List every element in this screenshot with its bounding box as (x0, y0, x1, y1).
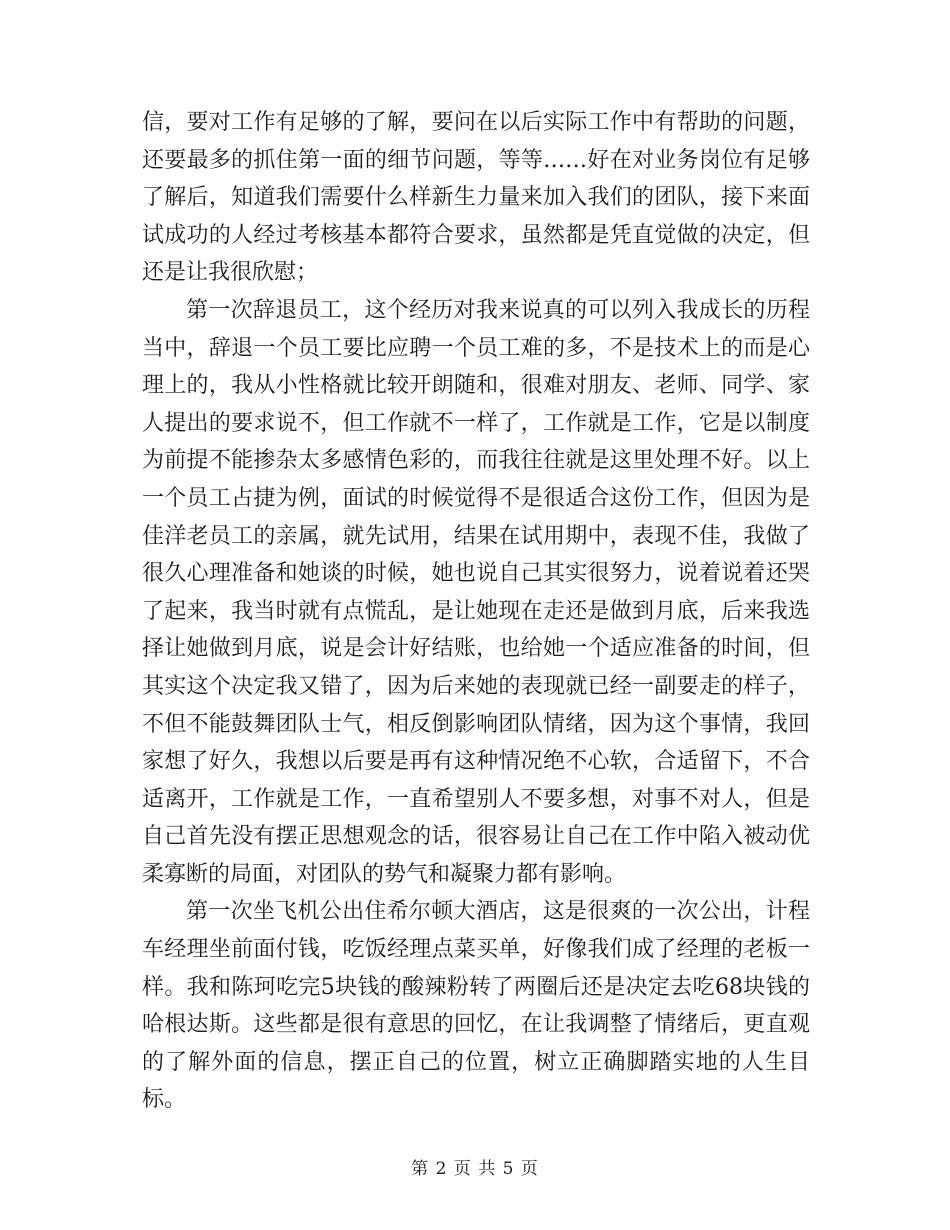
paragraph-3: 第一次坐飞机公出住希尔顿大酒店，这是很爽的一次公出，计程车经理坐前面付钱，吃饭经理点菜买单，好像我们成了经理的老板一样。我和陈珂吃完5块钱的酸辣粉转了两圈后还是决定去吃68块钱的哈根达斯。这些都是很有意思的回忆，在让我调整了情绪后，更直观的了解外面的信息，摆正自己的位置，树立正确脚踏实地的人生目标。 (142, 899, 810, 1113)
document-body (142, 104, 810, 1119)
page-footer (0, 1154, 950, 1179)
paragraph-2: 第一次辞退员工，这个经历对我来说真的可以列入我成长的历程当中，辞退一个员工要比应聘一个员工难的多，不是技术上的而是心理上的，我从小性格就比较开朗随和，很难对朋友、老师、同学、家人提出的要求说不，但工作就不一样了，工作就是工作，它是以制度为前提不能掺杂太多感情色彩的，而我往往就是这里处理不好。以上一个员工占捷为例，面试的时候觉得不是很适合这份工作，但因为是佳洋老员工的亲属，就先试用，结果在试用期中，表现不佳，我做了很久心理准备和她谈的时候，她也说自己其实很努力，说着说着还哭了起来，我当时就有点慌乱，是让她现在走还是做到月底，后来我选择让她做到月底，说是会计好结账，也给她一个适应准备的时间，但其实这个决定我又错了，因为后来她的表现就已经一副要走的样子，不但不能鼓舞团队士气，相反倒影响团队情绪，因为这个事情，我回家想了好久，我想以后要是再有这种情况绝不心软，合适留下，不合适离开，工作就是工作，一直希望别人不要多想，对事不对人，但是自己首先没有摆正思想观念的话，很容易让自己在工作中陷入被动优柔寡断的局面，对团队的势气和凝聚力都有影响。 (142, 297, 810, 887)
paragraph-1: 信，要对工作有足够的了解，要问在以后实际工作中有帮助的问题，还要最多的抓住第一面的细节问题，等等……好在对业务岗位有足够了解后，知道我们需要什么样新生力量来加入我们的团队，接下来面试成功的人经过考核基本都符合要求，虽然都是凭直觉做的决定，但还是让我很欣慰； (142, 110, 810, 286)
page-number-label: 第 2 页 共 5 页 (411, 1159, 539, 1179)
